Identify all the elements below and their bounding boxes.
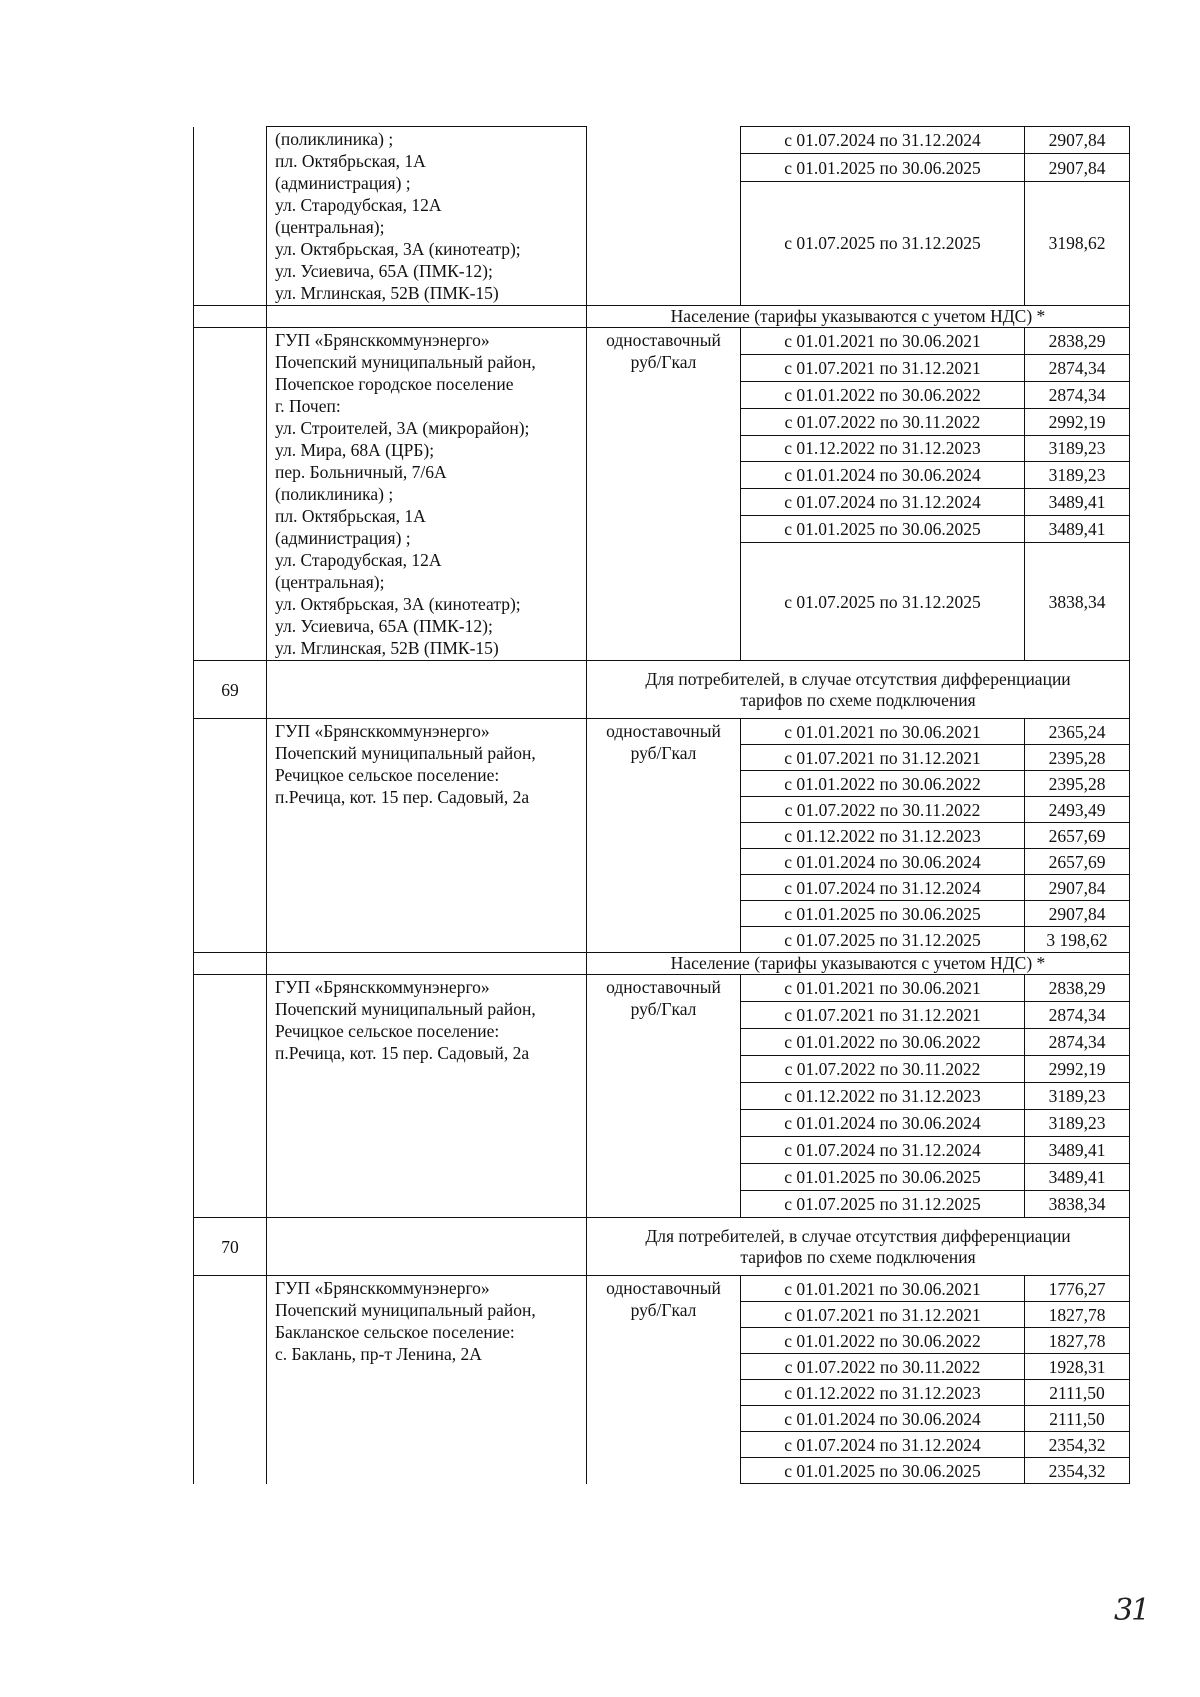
period-cell: с 01.07.2021 по 31.12.2021 (741, 354, 1025, 381)
address-cell-line: ул. Стародубская, 12А (275, 550, 442, 570)
value-cell: 3489,41 (1025, 516, 1130, 543)
period-cell: с 01.01.2025 по 30.06.2025 (741, 901, 1025, 927)
rate-row (194, 328, 1130, 355)
address-cell (267, 719, 587, 953)
consumer-header-line: тарифов по схеме подключения (740, 1246, 976, 1267)
number-cell (194, 719, 267, 953)
value-cell: 1827,78 (1025, 1302, 1130, 1328)
address-cell-line: ГУП «Брянсккоммунэнерго» (275, 1278, 490, 1298)
section-number: 70 (194, 1218, 267, 1276)
section-header-row (194, 953, 1130, 975)
value-cell: 2992,19 (1025, 1056, 1130, 1083)
tariff-type-cell (587, 127, 741, 306)
rate-row (194, 1276, 1130, 1302)
period-cell: с 01.01.2024 по 30.06.2024 (741, 462, 1025, 489)
address-cell-line: ГУП «Брянсккоммунэнерго» (275, 330, 490, 350)
period-cell: с 01.01.2022 по 30.06.2022 (741, 1328, 1025, 1354)
consumer-header-line: Для потребителей, в случае отсутствия дифференциации (645, 668, 1071, 689)
value-cell: 2365,24 (1025, 719, 1130, 745)
period-cell: с 01.07.2025 по 31.12.2025 (741, 181, 1025, 305)
period-cell: с 01.07.2025 по 31.12.2025 (741, 1191, 1025, 1218)
tariff-type-cell (587, 975, 741, 1218)
period-cell: с 01.01.2022 по 30.06.2022 (741, 1029, 1025, 1056)
address-cell-line: ул. Строителей, 3А (микрорайон); (275, 418, 530, 438)
period-cell: с 01.07.2025 по 31.12.2025 (741, 543, 1025, 661)
number-cell (194, 1276, 267, 1484)
address-cell-line: пер. Больничный, 7/6А (275, 462, 447, 482)
period-cell: с 01.07.2022 по 30.11.2022 (741, 797, 1025, 823)
address-cell-line: (центральная); (275, 217, 385, 237)
tariff-table-body (194, 127, 1130, 1484)
period-cell: с 01.01.2021 по 30.06.2021 (741, 975, 1025, 1002)
tariff-type-cell-line: одноставочный (606, 1278, 721, 1298)
period-cell: с 01.01.2021 по 30.06.2021 (741, 328, 1025, 355)
period-cell: с 01.07.2024 по 31.12.2024 (741, 127, 1025, 154)
address-cell-line: ул. Мглинская, 52В (ПМК-15) (275, 283, 499, 303)
address-cell-line: пл. Октябрьская, 1А (275, 506, 426, 526)
consumer-header (587, 661, 1130, 719)
tariff-type-cell-line: одноставочный (606, 721, 721, 741)
tariff-type-cell-line: руб/Гкал (630, 999, 697, 1019)
period-cell: с 01.12.2022 по 31.12.2023 (741, 1380, 1025, 1406)
address-cell (267, 661, 587, 719)
period-cell: с 01.07.2022 по 30.11.2022 (741, 408, 1025, 435)
value-cell: 3838,34 (1025, 1191, 1130, 1218)
value-cell: 1827,78 (1025, 1328, 1130, 1354)
address-cell-line: ГУП «Брянсккоммунэнерго» (275, 721, 490, 741)
value-cell: 1928,31 (1025, 1354, 1130, 1380)
tariff-type-cell-line: одноставочный (606, 977, 721, 997)
address-cell-line: п.Речица, кот. 15 пер. Садовый, 2а (275, 1043, 530, 1063)
value-cell: 3198,62 (1025, 181, 1130, 305)
address-cell-line: п.Речица, кот. 15 пер. Садовый, 2а (275, 787, 530, 807)
address-cell-line: ул. Стародубская, 12А (275, 195, 442, 215)
value-cell: 2493,49 (1025, 797, 1130, 823)
address-cell-line: ул. Усиевича, 65А (ПМК-12); (275, 261, 493, 281)
address-cell (267, 306, 587, 328)
address-cell-line: Почепский муниципальный район, (275, 999, 536, 1019)
address-cell-line: ул. Мира, 68А (ЦРБ); (275, 440, 435, 460)
value-cell: 3189,23 (1025, 435, 1130, 462)
period-cell: с 01.07.2025 по 31.12.2025 (741, 927, 1025, 953)
number-cell (194, 975, 267, 1218)
value-cell: 3489,41 (1025, 1164, 1130, 1191)
period-cell: с 01.07.2024 по 31.12.2024 (741, 875, 1025, 901)
period-cell: с 01.12.2022 по 31.12.2023 (741, 435, 1025, 462)
period-cell: с 01.07.2022 по 30.11.2022 (741, 1354, 1025, 1380)
address-cell (267, 953, 587, 975)
period-cell: с 01.01.2024 по 30.06.2024 (741, 1406, 1025, 1432)
value-cell: 2907,84 (1025, 154, 1130, 181)
number-cell (194, 953, 267, 975)
value-cell: 2838,29 (1025, 328, 1130, 355)
tariff-type-cell-line: руб/Гкал (630, 1300, 697, 1320)
value-cell: 2657,69 (1025, 823, 1130, 849)
population-header: Население (тарифы указываются с учетом НДС) * (587, 953, 1130, 975)
tariff-type-cell-line: руб/Гкал (630, 352, 697, 372)
tariff-type-cell (587, 719, 741, 953)
period-cell: с 01.01.2025 по 30.06.2025 (741, 1458, 1025, 1484)
period-cell: с 01.01.2024 по 30.06.2024 (741, 849, 1025, 875)
number-cell (194, 306, 267, 328)
value-cell: 2907,84 (1025, 875, 1130, 901)
address-cell-line: ул. Октябрьская, 3А (кинотеатр); (275, 239, 521, 259)
value-cell: 2657,69 (1025, 849, 1130, 875)
value-cell: 2395,28 (1025, 771, 1130, 797)
address-cell-line: (поликлиника) ; (275, 129, 394, 149)
value-cell: 1776,27 (1025, 1276, 1130, 1302)
address-cell-line: пл. Октябрьская, 1А (275, 151, 426, 171)
value-cell: 2354,32 (1025, 1432, 1130, 1458)
address-cell (267, 1218, 587, 1276)
period-cell: с 01.07.2024 по 31.12.2024 (741, 1432, 1025, 1458)
section-header-row (194, 306, 1130, 328)
period-cell: с 01.07.2024 по 31.12.2024 (741, 1137, 1025, 1164)
address-cell-line: Почепский муниципальный район, (275, 1300, 536, 1320)
tariff-type-cell (587, 1276, 741, 1484)
period-cell: с 01.07.2022 по 30.11.2022 (741, 1056, 1025, 1083)
value-cell: 2907,84 (1025, 901, 1130, 927)
tariff-table (193, 126, 1130, 1484)
rate-row (194, 719, 1130, 745)
period-cell: с 01.01.2022 по 30.06.2022 (741, 771, 1025, 797)
period-cell: с 01.01.2022 по 30.06.2022 (741, 381, 1025, 408)
address-cell-line: Почепский муниципальный район, (275, 352, 536, 372)
value-cell: 3 198,62 (1025, 927, 1130, 953)
value-cell: 2874,34 (1025, 1029, 1130, 1056)
period-cell: с 01.01.2024 по 30.06.2024 (741, 1110, 1025, 1137)
value-cell: 2838,29 (1025, 975, 1130, 1002)
value-cell: 2907,84 (1025, 127, 1130, 154)
page-number: 31 (1114, 1593, 1149, 1628)
value-cell: 2354,32 (1025, 1458, 1130, 1484)
address-cell-line: Почепское городское поселение (275, 374, 514, 394)
value-cell: 3189,23 (1025, 1083, 1130, 1110)
value-cell: 2111,50 (1025, 1406, 1130, 1432)
address-cell (267, 127, 587, 306)
address-cell-line: Бакланское сельское поселение: (275, 1322, 515, 1342)
period-cell: с 01.12.2022 по 31.12.2023 (741, 823, 1025, 849)
address-cell (267, 975, 587, 1218)
section-header-row (194, 661, 1130, 719)
rate-row (194, 975, 1130, 1002)
period-cell: с 01.07.2021 по 31.12.2021 (741, 1002, 1025, 1029)
value-cell: 3489,41 (1025, 489, 1130, 516)
address-cell-line: с. Баклань, пр-т Ленина, 2А (275, 1344, 482, 1364)
address-cell-line: (центральная); (275, 572, 385, 592)
section-number: 69 (194, 661, 267, 719)
address-cell-line: ул. Октябрьская, 3А (кинотеатр); (275, 594, 521, 614)
value-cell: 3838,34 (1025, 543, 1130, 661)
address-cell (267, 328, 587, 661)
period-cell: с 01.12.2022 по 31.12.2023 (741, 1083, 1025, 1110)
address-cell-line: ул. Мглинская, 52В (ПМК-15) (275, 638, 499, 658)
value-cell: 3189,23 (1025, 462, 1130, 489)
value-cell: 3489,41 (1025, 1137, 1130, 1164)
consumer-header-line: тарифов по схеме подключения (740, 689, 976, 710)
period-cell: с 01.07.2021 по 31.12.2021 (741, 1302, 1025, 1328)
tariff-type-cell-line: одноставочный (606, 330, 721, 350)
tariff-type-cell-line: руб/Гкал (630, 743, 697, 763)
period-cell: с 01.01.2025 по 30.06.2025 (741, 516, 1025, 543)
address-cell-line: г. Почеп: (275, 396, 341, 416)
period-cell: с 01.01.2021 по 30.06.2021 (741, 719, 1025, 745)
address-cell-line: (администрация) ; (275, 528, 411, 548)
number-cell (194, 127, 267, 306)
rate-row (194, 127, 1130, 154)
section-header-row (194, 1218, 1130, 1276)
period-cell: с 01.01.2025 по 30.06.2025 (741, 154, 1025, 181)
address-cell-line: Речицкое сельское поселение: (275, 1021, 500, 1041)
population-header: Население (тарифы указываются с учетом НДС) * (587, 306, 1130, 328)
address-cell-line: (администрация) ; (275, 173, 411, 193)
period-cell: с 01.07.2021 по 31.12.2021 (741, 745, 1025, 771)
consumer-header (587, 1218, 1130, 1276)
address-cell-line: ГУП «Брянсккоммунэнерго» (275, 977, 490, 997)
consumer-header-line: Для потребителей, в случае отсутствия дифференциации (645, 1225, 1071, 1246)
period-cell: с 01.01.2021 по 30.06.2021 (741, 1276, 1025, 1302)
address-cell-line: Почепский муниципальный район, (275, 743, 536, 763)
value-cell: 2111,50 (1025, 1380, 1130, 1406)
value-cell: 2874,34 (1025, 354, 1130, 381)
value-cell: 2395,28 (1025, 745, 1130, 771)
period-cell: с 01.07.2024 по 31.12.2024 (741, 489, 1025, 516)
number-cell (194, 328, 267, 661)
tariff-type-cell (587, 328, 741, 661)
address-cell-line: (поликлиника) ; (275, 484, 394, 504)
address-cell-line: ул. Усиевича, 65А (ПМК-12); (275, 616, 493, 636)
address-cell (267, 1276, 587, 1484)
period-cell: с 01.01.2025 по 30.06.2025 (741, 1164, 1025, 1191)
value-cell: 2874,34 (1025, 1002, 1130, 1029)
address-cell-line: Речицкое сельское поселение: (275, 765, 500, 785)
value-cell: 2874,34 (1025, 381, 1130, 408)
value-cell: 3189,23 (1025, 1110, 1130, 1137)
value-cell: 2992,19 (1025, 408, 1130, 435)
